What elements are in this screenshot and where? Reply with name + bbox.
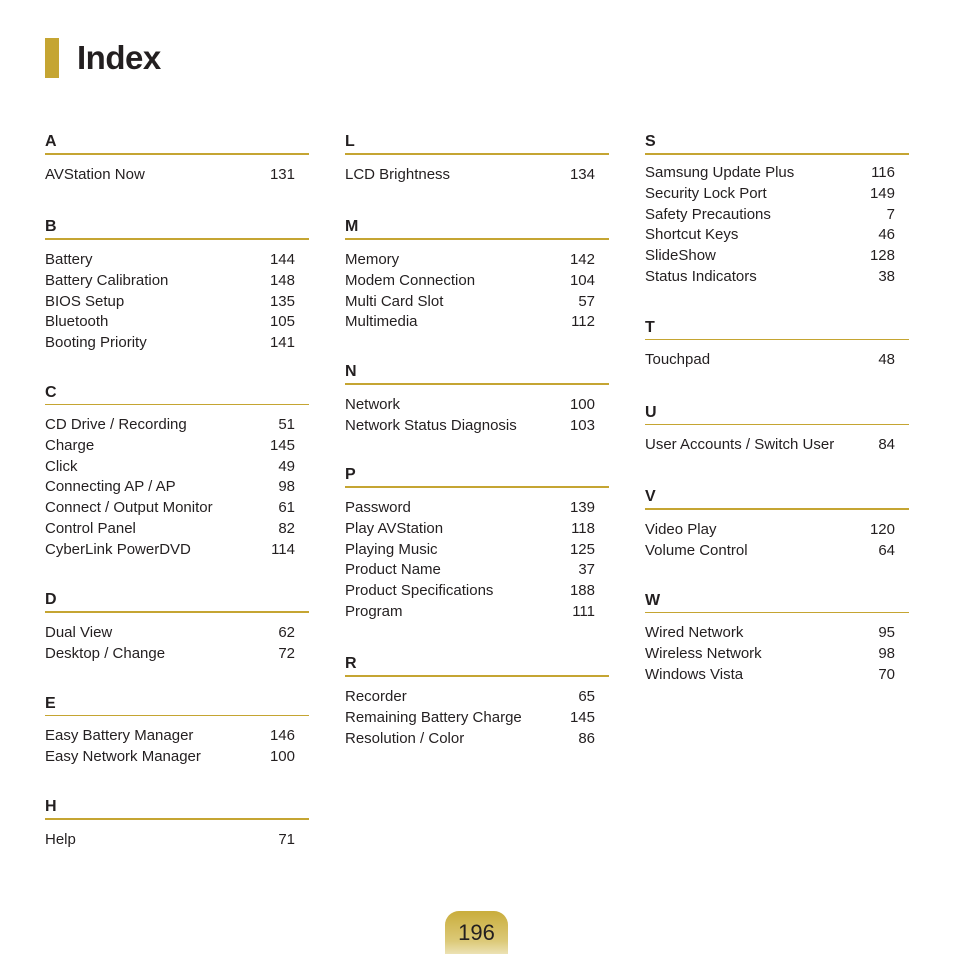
index-entry <box>345 519 609 540</box>
index-entry <box>345 687 609 708</box>
entry-term: Samsung Update Plus <box>645 164 795 181</box>
entry-term: LCD Brightness <box>345 166 451 183</box>
index-section-m <box>345 217 609 333</box>
section-letter: L <box>345 132 609 155</box>
entry-page-number: 98 <box>878 644 895 662</box>
entry-list <box>45 726 309 768</box>
entry-page-number: 100 <box>569 396 595 413</box>
entry-list <box>345 395 609 437</box>
entry-term: Play AVStation <box>345 519 444 537</box>
page-title: Index <box>77 39 161 76</box>
entry-page-number: 188 <box>569 582 595 600</box>
index-entry <box>45 477 309 498</box>
entry-term: Safety Precautions <box>645 205 771 223</box>
section-letter: V <box>645 487 909 510</box>
index-entry <box>345 708 609 729</box>
entry-list <box>45 623 309 665</box>
index-entry <box>45 165 309 186</box>
index-entry <box>345 395 609 416</box>
index-entry <box>45 623 309 644</box>
index-entry <box>645 541 909 562</box>
index-entry <box>345 729 609 750</box>
entry-list <box>45 415 309 561</box>
entry-term: Memory <box>345 251 400 268</box>
index-entry <box>45 250 309 271</box>
entry-page-number: 144 <box>269 251 295 268</box>
entry-term: Remaining Battery Charge <box>345 708 522 726</box>
entry-term: Connect / Output Monitor <box>45 499 213 517</box>
entry-term: Help <box>45 831 76 848</box>
entry-term: AVStation Now <box>45 166 145 183</box>
entry-term: SlideShow <box>645 247 716 265</box>
section-letter: T <box>645 318 909 340</box>
entry-page-number: 51 <box>278 416 295 433</box>
index-entry <box>645 184 909 205</box>
entry-page-number: 111 <box>572 602 595 620</box>
entry-page-number: 86 <box>578 729 595 747</box>
entry-term: Program <box>345 602 403 620</box>
entry-term: Dual View <box>45 624 113 641</box>
entry-term: Desktop / Change <box>45 644 166 662</box>
index-entry <box>345 312 609 333</box>
entry-page-number: 61 <box>278 499 295 517</box>
section-letter: N <box>345 362 609 385</box>
entry-page-number: 145 <box>569 708 595 726</box>
section-letter: R <box>345 654 609 677</box>
entry-page-number: 7 <box>886 205 895 223</box>
entry-list <box>345 687 609 749</box>
entry-page-number: 64 <box>878 541 895 559</box>
entry-page-number: 149 <box>869 184 895 202</box>
entry-term: BIOS Setup <box>45 292 125 310</box>
entry-page-number: 38 <box>878 267 895 285</box>
entry-page-number: 116 <box>871 164 895 181</box>
index-entry <box>345 165 609 186</box>
title-accent-bar <box>45 38 59 78</box>
section-letter: E <box>45 694 309 716</box>
entry-list <box>45 250 309 354</box>
section-letter: H <box>45 797 309 820</box>
entry-term: Click <box>45 457 78 475</box>
entry-term: Connecting AP / AP <box>45 478 176 496</box>
entry-page-number: 65 <box>578 688 595 705</box>
index-section-w <box>645 591 909 685</box>
entry-term: Product Name <box>345 561 441 579</box>
entry-page-number: 141 <box>269 334 295 352</box>
index-entry <box>345 416 609 437</box>
entry-page-number: 70 <box>878 665 895 683</box>
index-entry <box>645 520 909 541</box>
entry-term: Bluetooth <box>45 313 109 331</box>
entry-page-number: 103 <box>569 416 595 434</box>
entry-page-number: 95 <box>878 624 895 641</box>
index-entry <box>45 271 309 292</box>
entry-page-number: 139 <box>569 499 595 516</box>
entry-page-number: 148 <box>269 271 295 289</box>
entry-term: Recorder <box>345 688 407 705</box>
entry-page-number: 114 <box>271 540 295 558</box>
index-section-n <box>345 362 609 437</box>
entry-list <box>645 350 909 371</box>
entry-term: Battery Calibration <box>45 271 169 289</box>
section-letter: A <box>45 132 309 155</box>
entry-term: CyberLink PowerDVD <box>45 540 191 558</box>
index-entry <box>345 540 609 561</box>
entry-term: Touchpad <box>645 351 711 368</box>
entry-page-number: 135 <box>269 292 295 310</box>
index-entry <box>345 560 609 581</box>
entry-term: Password <box>345 499 411 516</box>
entry-term: User Accounts / Switch User <box>645 436 835 453</box>
entry-page-number: 49 <box>278 457 295 475</box>
entry-list <box>645 435 909 456</box>
section-letter: W <box>645 591 909 613</box>
index-entry <box>345 602 609 623</box>
index-entry <box>345 581 609 602</box>
index-section-a <box>45 132 309 186</box>
entry-page-number: 72 <box>278 644 295 662</box>
entry-term: Network Status Diagnosis <box>345 416 517 434</box>
index-entry <box>645 623 909 644</box>
entry-list <box>345 250 609 333</box>
entry-page-number: 105 <box>269 313 295 331</box>
index-section-t <box>645 318 909 371</box>
page-number: 196 <box>458 920 495 945</box>
entry-term: Volume Control <box>645 541 748 559</box>
entry-page-number: 120 <box>869 521 895 538</box>
index-entry <box>345 271 609 292</box>
entry-term: Wired Network <box>645 624 744 641</box>
entry-term: Multimedia <box>345 313 418 331</box>
index-section-d <box>45 590 309 665</box>
index-entry <box>45 333 309 354</box>
index-section-b <box>45 217 309 354</box>
section-letter: U <box>645 403 909 425</box>
entry-page-number: 134 <box>569 166 595 183</box>
entry-term: Charge <box>45 436 95 454</box>
index-entry <box>45 830 309 851</box>
entry-list <box>45 165 309 186</box>
entry-list <box>645 623 909 685</box>
entry-page-number: 82 <box>278 519 295 537</box>
entry-term: Shortcut Keys <box>645 226 739 244</box>
entry-term: Windows Vista <box>645 665 744 683</box>
section-letter: S <box>645 132 909 155</box>
index-section-c <box>45 383 309 561</box>
entry-page-number: 48 <box>878 351 895 368</box>
section-letter: D <box>45 590 309 613</box>
index-entry <box>345 250 609 271</box>
index-section-u <box>645 403 909 456</box>
entry-page-number: 142 <box>569 251 595 268</box>
entry-term: Battery <box>45 251 93 268</box>
entry-page-number: 118 <box>571 519 595 537</box>
entry-page-number: 131 <box>269 166 295 183</box>
entry-page-number: 104 <box>569 271 595 289</box>
entry-list <box>345 165 609 186</box>
index-section-h <box>45 797 309 851</box>
index-entry <box>645 350 909 371</box>
index-entry <box>645 205 909 226</box>
index-entry <box>45 747 309 768</box>
index-entry <box>345 498 609 519</box>
index-entry <box>45 498 309 519</box>
index-entry <box>45 292 309 313</box>
section-letter: M <box>345 217 609 240</box>
index-entry <box>645 225 909 246</box>
entry-list <box>345 498 609 623</box>
index-entry <box>45 457 309 478</box>
entry-page-number: 57 <box>578 292 595 310</box>
entry-page-number: 62 <box>278 624 295 641</box>
entry-page-number: 128 <box>869 247 895 265</box>
entry-page-number: 37 <box>578 561 595 579</box>
page-number-tab <box>445 911 508 954</box>
index-section-p <box>345 465 609 623</box>
index-entry <box>645 435 909 456</box>
index-entry <box>645 267 909 288</box>
index-section-e <box>45 694 309 768</box>
index-entry <box>45 436 309 457</box>
index-section-r <box>345 654 609 749</box>
index-entry <box>45 726 309 747</box>
index-entry <box>45 644 309 665</box>
index-section-l <box>345 132 609 186</box>
entry-term: CD Drive / Recording <box>45 416 187 433</box>
index-entry <box>45 312 309 333</box>
index-entry <box>45 415 309 436</box>
entry-page-number: 98 <box>278 478 295 496</box>
entry-page-number: 46 <box>878 226 895 244</box>
entry-term: Control Panel <box>45 519 136 537</box>
entry-page-number: 146 <box>269 727 295 744</box>
entry-term: Security Lock Port <box>645 184 767 202</box>
entry-term: Playing Music <box>345 540 438 558</box>
entry-page-number: 112 <box>571 313 595 331</box>
entry-term: Booting Priority <box>45 334 147 352</box>
entry-term: Video Play <box>645 521 717 538</box>
index-section-s <box>645 132 909 288</box>
entry-page-number: 71 <box>278 831 295 848</box>
entry-term: Modem Connection <box>345 271 476 289</box>
entry-term: Status Indicators <box>645 267 757 285</box>
entry-page-number: 84 <box>878 436 895 453</box>
index-entry <box>645 644 909 665</box>
index-entry <box>645 665 909 686</box>
index-section-v <box>645 487 909 562</box>
entry-list <box>45 830 309 851</box>
section-letter: C <box>45 383 309 405</box>
entry-page-number: 125 <box>569 540 595 558</box>
entry-list <box>645 163 909 288</box>
entry-term: Product Specifications <box>345 582 494 600</box>
entry-term: Easy Network Manager <box>45 747 201 765</box>
entry-term: Multi Card Slot <box>345 292 444 310</box>
entry-page-number: 145 <box>269 436 295 454</box>
page-header <box>45 38 161 78</box>
entry-term: Network <box>345 396 401 413</box>
index-entry <box>345 292 609 313</box>
entry-page-number: 100 <box>269 747 295 765</box>
index-entry <box>645 246 909 267</box>
index-entry <box>645 163 909 184</box>
entry-term: Resolution / Color <box>345 729 465 747</box>
section-letter: B <box>45 217 309 240</box>
entry-term: Easy Battery Manager <box>45 727 194 744</box>
index-entry <box>45 540 309 561</box>
entry-term: Wireless Network <box>645 644 762 662</box>
section-letter: P <box>345 465 609 488</box>
entry-list <box>645 520 909 562</box>
index-entry <box>45 519 309 540</box>
